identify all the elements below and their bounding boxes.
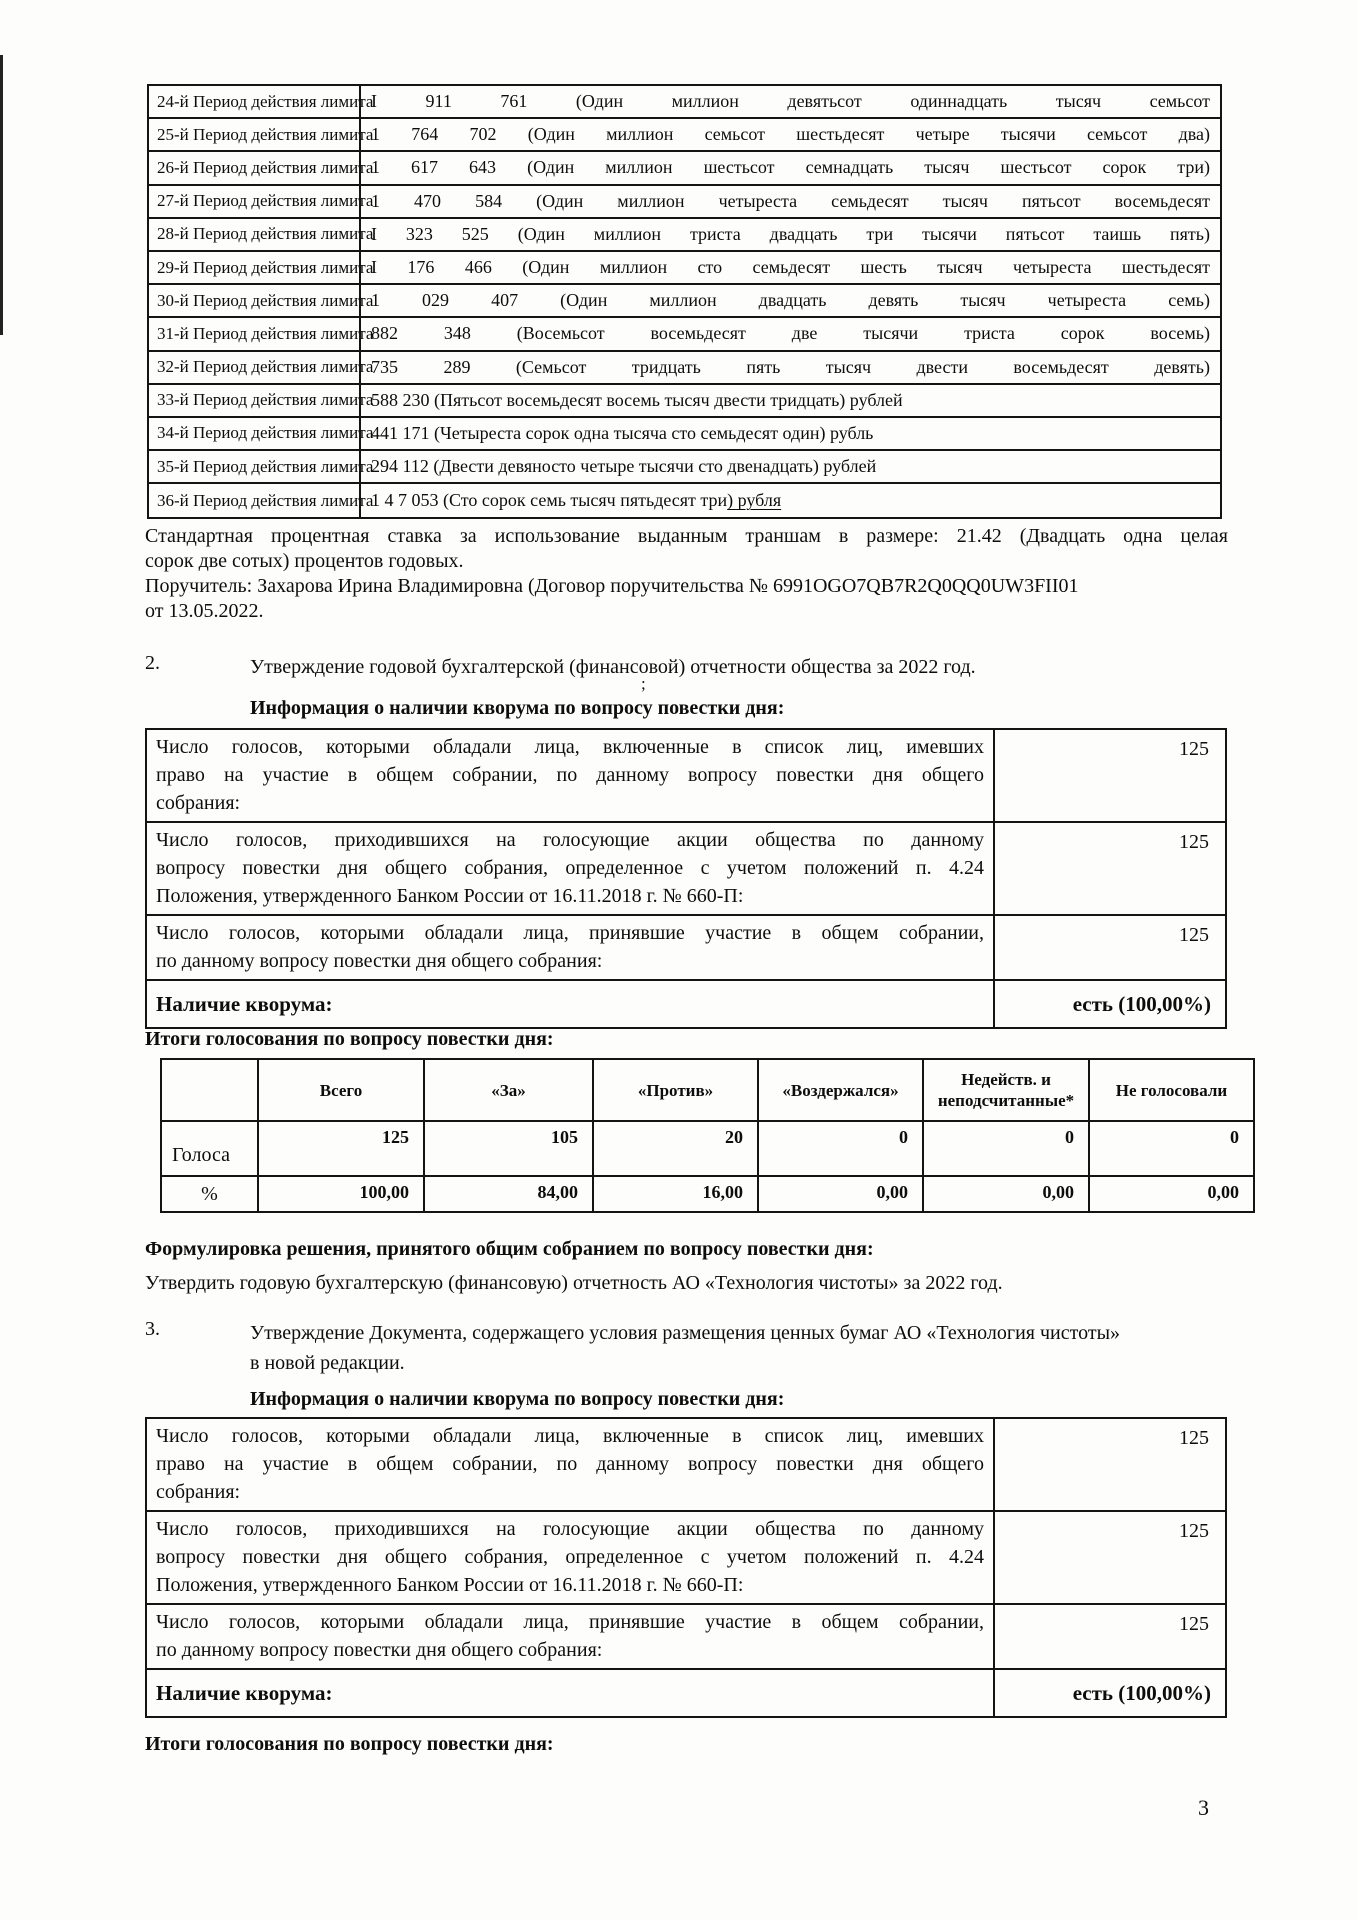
rate-text: Стандартная процентная ставка за использование выданным траншам в размере: 21.42 (Двадцать одна целая сорок две сотых) процентов годовых. bbox=[145, 525, 1228, 572]
limit-periods-table bbox=[147, 84, 1222, 519]
corner-cell bbox=[161, 1059, 258, 1121]
quorum-criterion-text: Число голосов, которыми обладали лица, включенные в список лиц, имевших право на участие в общем собрании, по данному вопросу повестки дня общего собрания: bbox=[147, 730, 995, 821]
agenda-item-3 bbox=[145, 1318, 1228, 1378]
quorum-criterion-text: Число голосов, приходившихся на голосующие акции общества по данному вопросу повестки дня общего собрания, определенное с учетом положений п. 4.24 Положения, утвержденного Банком России от 16.11.2018 г. № 660-П: bbox=[147, 1512, 995, 1603]
table-row bbox=[147, 823, 1225, 916]
quorum-presence-value: есть (100,00%) bbox=[1072, 991, 1211, 1016]
column-header: «Против» bbox=[593, 1059, 758, 1121]
rate-and-guarantor-paragraph bbox=[145, 524, 1228, 624]
voting-header-row bbox=[161, 1059, 1254, 1121]
voting-results-table bbox=[160, 1058, 1255, 1213]
limit-period-label: 24-й Период действия лимита bbox=[149, 86, 361, 117]
limit-amount-value: I 323 525 (Один миллион триста двадцать три тысячи пятьсот таишь пять) bbox=[371, 223, 1210, 244]
limit-period-label: 34-й Период действия лимита bbox=[149, 418, 361, 449]
quorum-table-item2 bbox=[145, 728, 1227, 1029]
limit-period-label: 25-й Период действия лимита bbox=[149, 119, 361, 150]
limit-amount-value: 1 029 407 (Один миллион двадцать девять тысяч четыреста семь) bbox=[371, 290, 1210, 311]
quorum-value: 125 bbox=[1179, 738, 1209, 760]
limit-amount-value: I 176 466 (Один миллион сто семьдесят шесть тысяч четыреста шестьдесят bbox=[371, 257, 1210, 278]
agenda-item-2-title: Утверждение годовой бухгалтерской (финансовой) отчетности общества за 2022 год. bbox=[250, 656, 976, 678]
table-row bbox=[149, 186, 1220, 219]
percent-row bbox=[161, 1176, 1254, 1212]
quorum-presence-label: Наличие кворума: bbox=[147, 981, 995, 1027]
quorum-value: 125 bbox=[1179, 924, 1209, 946]
row-label: Голоса bbox=[161, 1121, 258, 1176]
percent-abstained: 0,00 bbox=[758, 1176, 923, 1212]
limit-period-label: 32-й Период действия лимита bbox=[149, 352, 361, 383]
votes-abstained: 0 bbox=[758, 1121, 923, 1176]
percent-against: 16,00 bbox=[593, 1176, 758, 1212]
quorum-value: 125 bbox=[1179, 831, 1209, 853]
quorum-presence-value: есть (100,00%) bbox=[1072, 1680, 1211, 1705]
quorum-criterion-text: Число голосов, приходившихся на голосующие акции общества по данному вопросу повестки дня общего собрания, определенное с учетом положений п. 4.24 Положения, утвержденного Банком России от 16.11.2018 г. № 660-П: bbox=[147, 823, 995, 914]
quorum-criterion-text: Число голосов, которыми обладали лица, принявшие участие в общем собрании, по данному вопросу повестки дня общего собрания: bbox=[147, 1605, 995, 1668]
votes-for: 105 bbox=[424, 1121, 593, 1176]
limit-period-label: 28-й Период действия лимита bbox=[149, 219, 361, 250]
column-header: Недейств. и неподсчитанные* bbox=[923, 1059, 1089, 1121]
limit-period-label: 26-й Период действия лимита bbox=[149, 152, 361, 183]
limit-period-label: 31-й Период действия лимита bbox=[149, 318, 361, 349]
table-row bbox=[147, 916, 1225, 981]
table-row bbox=[149, 418, 1220, 451]
quorum-presence-row bbox=[147, 981, 1225, 1027]
limit-amount-value: I 911 761 (Один миллион девятьсот одиннадцать тысяч семьсот bbox=[371, 91, 1210, 112]
quorum-presence-label: Наличие кворума: bbox=[147, 1670, 995, 1716]
quorum-criterion-text: Число голосов, которыми обладали лица, принявшие участие в общем собрании, по данному вопросу повестки дня общего собрания: bbox=[147, 916, 995, 979]
percent-not-voted: 0,00 bbox=[1089, 1176, 1254, 1212]
agenda-item-2 bbox=[145, 652, 1228, 682]
limit-amount-value: 735 289 (Семьсот тридцать пять тысяч двести восемьдесят девять) bbox=[371, 356, 1210, 377]
votes-against: 20 bbox=[593, 1121, 758, 1176]
quorum-table-item3 bbox=[145, 1417, 1227, 1718]
limit-period-label: 30-й Период действия лимита bbox=[149, 285, 361, 316]
decision-heading: Формулировка решения, принятого общим собранием по вопросу повестки дня: bbox=[145, 1238, 874, 1260]
agenda-item-3-number: 3. bbox=[145, 1318, 160, 1340]
table-row bbox=[149, 484, 1220, 517]
table-row bbox=[147, 1512, 1225, 1605]
table-row bbox=[149, 252, 1220, 285]
decision-text: Утвердить годовую бухгалтерскую (финансовую) отчетность АО «Технология чистоты» за 2022 год. bbox=[145, 1272, 1003, 1294]
limit-amount-value: 294 112 (Двести девяносто четыре тысячи сто двенадцать) рублей bbox=[371, 456, 877, 477]
quorum-value: 125 bbox=[1179, 1520, 1209, 1542]
column-header: «За» bbox=[424, 1059, 593, 1121]
table-row bbox=[149, 318, 1220, 351]
underlined-suffix: ) рубля bbox=[727, 490, 782, 511]
quorum-value: 125 bbox=[1179, 1427, 1209, 1449]
voting-results-heading-2: Итоги голосования по вопросу повестки дня: bbox=[145, 1028, 554, 1050]
page-number: 3 bbox=[1198, 1795, 1209, 1820]
guarantor-text: Поручитель: Захарова Ирина Владимировна (Договор поручительства № 6991OGO7QB7R2Q0QQ0UW3FII01 от 13.05.2022. bbox=[145, 575, 1079, 622]
limit-period-label: 29-й Период действия лимита bbox=[149, 252, 361, 283]
table-row bbox=[147, 730, 1225, 823]
table-row bbox=[149, 119, 1220, 152]
table-row bbox=[147, 1419, 1225, 1512]
row-label: % bbox=[161, 1176, 258, 1212]
column-header: Всего bbox=[258, 1059, 424, 1121]
scan-stray-mark: ; bbox=[641, 674, 646, 693]
quorum-presence-row bbox=[147, 1670, 1225, 1716]
quorum-criterion-text: Число голосов, которыми обладали лица, включенные в список лиц, имевших право на участие в общем собрании, по данному вопросу повестки дня общего собрания: bbox=[147, 1419, 995, 1510]
limit-amount-value: 882 348 (Восемьсот восемьдесят две тысячи триста сорок восемь) bbox=[371, 323, 1210, 344]
table-row bbox=[149, 219, 1220, 252]
limit-period-label: 33-й Период действия лимита bbox=[149, 385, 361, 416]
table-row bbox=[149, 152, 1220, 185]
limit-amount-value: 588 230 (Пятьсот восемьдесят восемь тысяч двести тридцать) рублей bbox=[371, 389, 903, 410]
table-row bbox=[149, 385, 1220, 418]
percent-invalid: 0,00 bbox=[923, 1176, 1089, 1212]
table-row bbox=[147, 1605, 1225, 1670]
quorum-info-heading-2: Информация о наличии кворума по вопросу повестки дня: bbox=[250, 697, 785, 719]
limit-amount-value: 1 764 702 (Один миллион семьсот шестьдесят четыре тысячи семьсот два) bbox=[371, 124, 1210, 145]
quorum-info-heading-3: Информация о наличии кворума по вопросу повестки дня: bbox=[250, 1388, 785, 1410]
votes-invalid: 0 bbox=[923, 1121, 1089, 1176]
agenda-item-3-title: Утверждение Документа, содержащего условия размещения ценных бумаг АО «Технология чистоты» в новой редакции. bbox=[250, 1322, 1120, 1374]
column-header: «Воздержался» bbox=[758, 1059, 923, 1121]
quorum-value: 125 bbox=[1179, 1613, 1209, 1635]
votes-row bbox=[161, 1121, 1254, 1176]
scan-edge-artifact bbox=[0, 55, 3, 335]
votes-not-voted: 0 bbox=[1089, 1121, 1254, 1176]
limit-amount-value: 441 171 (Четыреста сорок одна тысяча сто семьдесят один) рубль bbox=[371, 422, 874, 443]
limit-period-label: 35-й Период действия лимита bbox=[149, 451, 361, 482]
voting-results-heading-3: Итоги голосования по вопросу повестки дня: bbox=[145, 1733, 554, 1755]
limit-period-label: 27-й Период действия лимита bbox=[149, 186, 361, 217]
percent-for: 84,00 bbox=[424, 1176, 593, 1212]
limit-amount-value: 1 4 7 053 (Сто сорок семь тысяч пятьдесят три) рубля bbox=[371, 490, 782, 511]
table-row bbox=[149, 451, 1220, 484]
table-row bbox=[149, 285, 1220, 318]
table-row bbox=[149, 352, 1220, 385]
agenda-item-2-number: 2. bbox=[145, 652, 160, 674]
votes-total: 125 bbox=[258, 1121, 424, 1176]
percent-total: 100,00 bbox=[258, 1176, 424, 1212]
limit-amount-value: 1 470 584 (Один миллион четыреста семьдесят тысяч пятьсот восемьдесят bbox=[371, 190, 1210, 211]
column-header: Не голосовали bbox=[1089, 1059, 1254, 1121]
limit-amount-value: 1 617 643 (Один миллион шестьсот семнадцать тысяч шестьсот сорок три) bbox=[371, 157, 1210, 178]
limit-period-label: 36-й Период действия лимита bbox=[149, 484, 361, 517]
table-row bbox=[149, 86, 1220, 119]
